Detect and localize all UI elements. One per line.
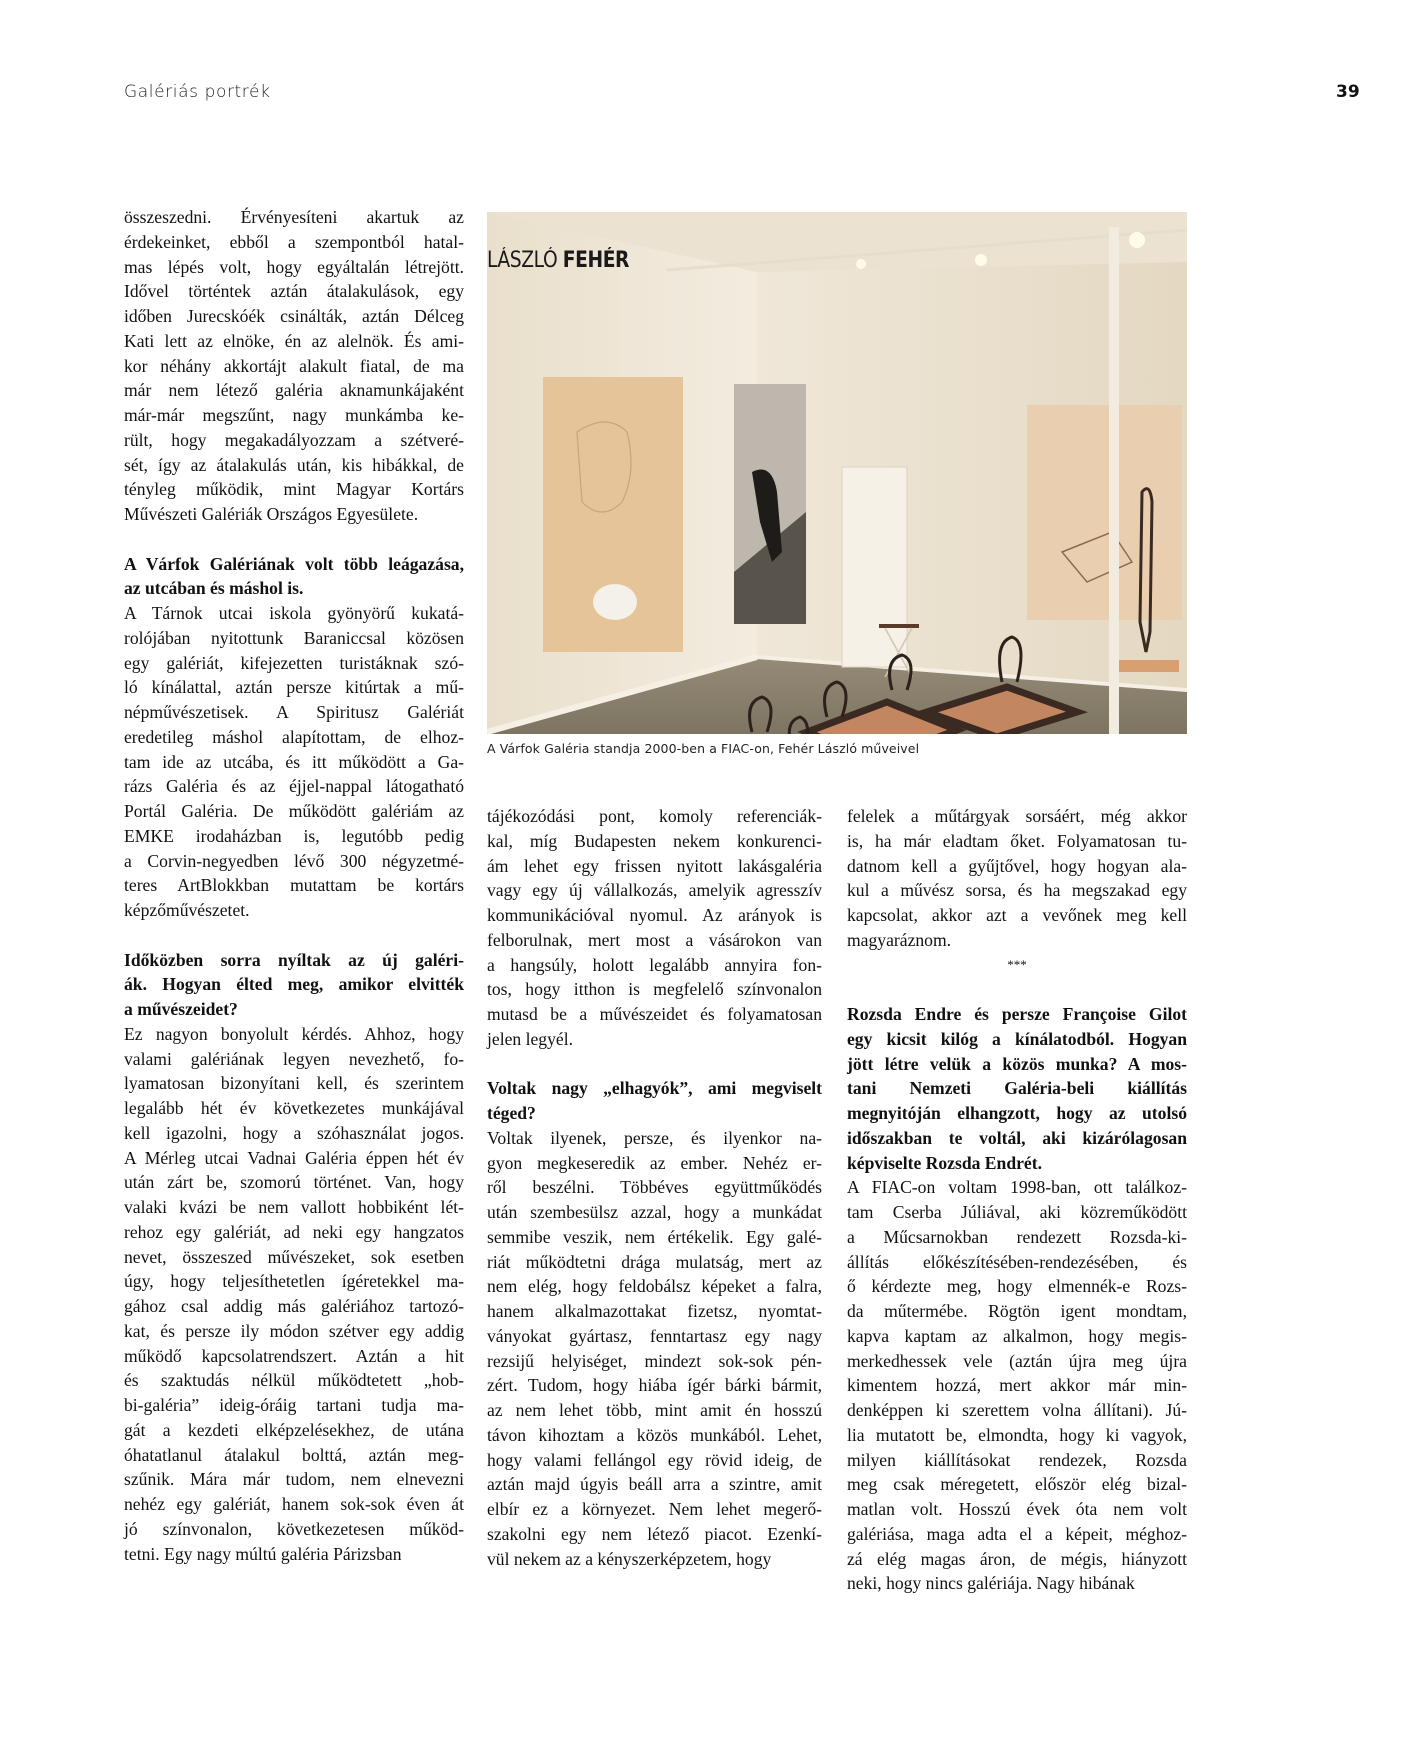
page-number: 39 bbox=[1336, 82, 1360, 102]
paragraph-gap bbox=[487, 1052, 822, 1077]
text-line: semmibe veszik, nem értékelik. Egy galé- bbox=[487, 1226, 822, 1247]
text-line: Ez nagyon bonyolult kérdés. Ahhoz, hogy bbox=[124, 1023, 464, 1044]
text-line: A FIAC-on voltam 1998-ban, ott találkoz- bbox=[847, 1177, 1187, 1198]
interview-question bbox=[847, 1002, 1187, 1175]
text-line: képzőművészetet. bbox=[124, 900, 250, 920]
text-line: ló kínálattal, aztán persze kitúrtak a mű- bbox=[124, 677, 464, 698]
text-line: jött létre velük a közös munka? A mos- bbox=[847, 1053, 1187, 1074]
text-line: után zárt be, szomorú történet. Van, hogy bbox=[124, 1172, 464, 1193]
text-line: mas lépés volt, hogy egyáltalán létrejött. bbox=[124, 256, 464, 277]
text-line: és szaktudás nélkül működtetett „hob- bbox=[124, 1370, 464, 1391]
text-line: gához csal addig más galériához tartozó- bbox=[124, 1296, 464, 1316]
text-line: képviselte Rozsda Endrét. bbox=[847, 1152, 1042, 1173]
interview-question bbox=[487, 1076, 822, 1126]
text-line: jelen legyél. bbox=[487, 1028, 573, 1049]
text-line: állítás előkészítésében-rendezésében, és bbox=[847, 1251, 1187, 1272]
wall-sign bbox=[487, 248, 629, 273]
text-line: bi-galéria” ideig-óráig tartani tudja ma- bbox=[124, 1395, 464, 1415]
text-line: érdekeinket, ebből a szempontból hatal- bbox=[124, 231, 464, 252]
text-line: egy kicsit kilóg a kínálatodból. Hogyan bbox=[847, 1028, 1187, 1049]
interview-answer bbox=[487, 1126, 822, 1572]
text-line: valaki kvázi be nem vallott hobbiként lét- bbox=[124, 1197, 464, 1217]
text-line: kal, míg Budapesten nekem konkurenci- bbox=[487, 830, 822, 851]
text-line: meg csak méregetett, először elég bizal- bbox=[847, 1474, 1187, 1495]
text-line: összeszedni. Érvényesíteni akartuk az bbox=[124, 207, 464, 227]
text-line: ám lehet egy frissen nyitott lakásgaléria bbox=[487, 855, 822, 876]
text-line: elbír ez a környezet. Nem lehet megerő- bbox=[487, 1499, 822, 1519]
text-line: Időközben sorra nyíltak az új galéri- bbox=[124, 949, 464, 970]
text-line: legalább hét év következetes munkájával bbox=[124, 1098, 464, 1118]
artwork-canvas-3 bbox=[1027, 405, 1182, 620]
text-line: már nem létező galéria aknamunkájaként bbox=[124, 380, 464, 401]
text-line: jó színvonalon, következetesen működ- bbox=[124, 1518, 464, 1539]
text-line: ről beszélni. Többéves együttműködés bbox=[487, 1177, 822, 1198]
text-line: a Corvin-negyedben lévő 300 négyzetmé- bbox=[124, 850, 464, 871]
interview-question bbox=[124, 948, 464, 1022]
text-line: távon kihoztam a közös munkából. Lehet, bbox=[487, 1424, 822, 1445]
text-line: óhatatlanul átalakul bolttá, aztán meg- bbox=[124, 1444, 464, 1465]
interview-answer bbox=[847, 804, 1187, 953]
text-line: matlan volt. Hosszú évek óta nem volt bbox=[847, 1499, 1187, 1519]
wall-sign-last: FEHÉR bbox=[562, 248, 630, 273]
text-line: kat, és persze ily módon szétver egy addig bbox=[124, 1320, 464, 1341]
text-line: rezsijű helyiséget, mindezt sok-sok pén- bbox=[487, 1350, 822, 1371]
text-line: rült, hogy megakadályozzam a szétveré- bbox=[124, 429, 464, 450]
text-line: ványokat gyártasz, fenntartasz egy nagy bbox=[487, 1325, 822, 1346]
interview-question bbox=[124, 552, 464, 602]
text-line: A Várfok Galériának volt több leágazása, bbox=[124, 553, 464, 574]
photo-caption: A Várfok Galéria standja 2000-ben a FIAC-on, Fehér László műveivel bbox=[487, 741, 920, 756]
text-line: rolójában nyitottunk Baraniccsal közösen bbox=[124, 627, 464, 648]
text-line: téged? bbox=[487, 1103, 536, 1123]
paragraph-gap bbox=[847, 977, 1187, 1002]
gallery-photo-illustration bbox=[487, 212, 1187, 734]
text-line: zá elég magas áron, de mégis, hiányzott bbox=[847, 1548, 1187, 1569]
text-line: a hangsúly, holott legalább annyira fon- bbox=[487, 954, 822, 975]
text-line: felelek a műtárgyak sorsáért, még akkor bbox=[847, 806, 1187, 826]
text-line: galériása, maga adta el a képeit, méghoz- bbox=[847, 1523, 1187, 1544]
text-line: da műtermébe. Rögtön igent mondtam, bbox=[847, 1301, 1187, 1321]
text-line: nehéz egy galériát, hanem sok-sok éven át bbox=[124, 1494, 464, 1514]
text-line: eredetileg máshol alapítottam, de elhoz- bbox=[124, 726, 464, 747]
text-line: tani Nemzeti Galéria-beli kiállítás bbox=[847, 1078, 1187, 1099]
text-line: nevet, összeszed művészeket, sok esetben bbox=[124, 1246, 464, 1267]
text-line: is, ha már eladtam őket. Folyamatosan tu- bbox=[847, 830, 1187, 851]
text-line: után szembesülsz azzal, hogy a munkádat bbox=[487, 1202, 822, 1222]
text-line: A Tárnok utcai iskola gyönyörű kukatá- bbox=[124, 603, 464, 623]
interview-answer bbox=[124, 1022, 464, 1567]
gallery-photo bbox=[487, 212, 1187, 734]
text-line: A Mérleg utcai Vadnai Galéria éppen hét év bbox=[124, 1147, 464, 1168]
text-line: EMKE irodaházban is, legutóbb pedig bbox=[124, 825, 464, 846]
text-line: gát a kezdeti elképzelésekhez, de utána bbox=[124, 1419, 464, 1440]
section-divider: *** bbox=[1007, 956, 1027, 972]
wall-sign-first: LÁSZLÓ bbox=[487, 248, 558, 273]
interview-answer bbox=[847, 1175, 1187, 1596]
text-line: vagy egy új vállalkozás, amelyik agresszív bbox=[487, 880, 822, 901]
text-line: szakolni egy nem létező piacot. Ezenkí- bbox=[487, 1523, 822, 1544]
text-line: datnom kell a gyűjtővel, hogy hogyan ala- bbox=[847, 855, 1187, 876]
text-line: működő kapcsolatrendszert. Aztán a hit bbox=[124, 1345, 464, 1366]
text-line: egy galériát, kifejezetten turistáknak szó- bbox=[124, 652, 464, 673]
interview-answer bbox=[124, 205, 464, 527]
paragraph-gap bbox=[124, 527, 464, 552]
text-line: gyon megkeseredik az ember. Nehéz er- bbox=[487, 1152, 822, 1173]
text-line: időszakban te voltál, aki kizárólagosan bbox=[847, 1127, 1187, 1148]
text-line: merkedhessek vele (aztán újra meg újra bbox=[847, 1350, 1187, 1371]
text-line: szűnik. Mára már tudom, nem elnevezni bbox=[124, 1469, 464, 1490]
text-line: az nem lehet több, mint amit én hosszú bbox=[487, 1400, 822, 1420]
text-line: valami galériának legyen nevezhető, fo- bbox=[124, 1048, 464, 1069]
text-line: denképpen ki szerettem volna állítani). Jú- bbox=[847, 1400, 1187, 1420]
text-line: a művészeidet? bbox=[124, 999, 238, 1019]
text-line: zért. Tudom, hogy hiába ígér bárki bármit, bbox=[487, 1375, 822, 1396]
text-line: lyamatosan bizonyítani kell, és szerintem bbox=[124, 1073, 464, 1094]
text-line: már-már megszűnt, nagy munkámba ke- bbox=[124, 405, 464, 425]
text-line: ák. Hogyan élted meg, amikor elvitték bbox=[124, 974, 464, 995]
text-line: Portál Galéria. De működött galériám az bbox=[124, 801, 464, 821]
article-column-1 bbox=[124, 205, 464, 1566]
text-line: teres ArtBlokkban mutattam be kortárs bbox=[124, 875, 464, 896]
text-line: Kati lett az elnöke, én az alelnök. És ami- bbox=[124, 330, 464, 351]
text-line: sét, így az átalakulás után, kis hibákkal, de bbox=[124, 454, 464, 475]
article-column-2 bbox=[487, 804, 822, 1571]
text-line: tényleg működik, mint Magyar Kortárs bbox=[124, 479, 464, 500]
text-line: kell igazolni, hogy a szóhasználat jogos. bbox=[124, 1122, 464, 1143]
text-line: tam ide az utcába, és itt működött a Ga- bbox=[124, 751, 464, 772]
text-line: neki, hogy nincs galériája. Nagy hibának bbox=[847, 1573, 1135, 1594]
article-column-3 bbox=[847, 804, 1187, 1596]
text-line: kommunikációval nyomul. Az arányok is bbox=[487, 905, 822, 925]
text-line: Rozsda Endre és persze Françoise Gilot bbox=[847, 1004, 1187, 1024]
text-line: felborulnak, mert most a vásárokon van bbox=[487, 929, 822, 950]
text-line: kimentem hozzá, mert akkor már min- bbox=[847, 1375, 1187, 1396]
text-line: kapva kaptam az alkalmon, hogy megis- bbox=[847, 1325, 1187, 1346]
text-line: időben Jurecskóék csinálták, aztán Délceg bbox=[124, 306, 464, 326]
text-line: ő kérdezte meg, hogy elmennék-e Rozs- bbox=[847, 1276, 1187, 1297]
interview-answer bbox=[124, 601, 464, 923]
text-line: Idővel történtek aztán átalakulások, egy bbox=[124, 281, 464, 302]
text-line: a Műcsarnokban rendezett Rozsda-ki- bbox=[847, 1226, 1187, 1247]
text-line: vül nekem az a kényszerképzetem, hogy bbox=[487, 1548, 772, 1569]
text-line: aztán majd úgyis beáll arra a szintre, amit bbox=[487, 1474, 822, 1495]
text-line: nem elég, hogy feldobálsz képeket a falra, bbox=[487, 1276, 822, 1297]
pole bbox=[1109, 227, 1119, 734]
text-line: tos, hogy itthon is megfelelő színvonalon bbox=[487, 979, 822, 1000]
interview-answer bbox=[487, 804, 822, 1052]
text-line: kul a művész sorsa, és ha megszakad egy bbox=[847, 880, 1187, 901]
text-line: hogy valami fellángol egy rövid ideig, de bbox=[487, 1449, 822, 1470]
text-line: hanem alkalmazottakat fizetsz, nyomtat- bbox=[487, 1301, 822, 1321]
running-head: Galériás portrék bbox=[124, 82, 271, 102]
text-line: rehoz egy galériát, ad neki egy hangzatos bbox=[124, 1221, 464, 1242]
text-line: tájékozódási pont, komoly referenciák- bbox=[487, 806, 822, 826]
text-line: Művészeti Galériák Országos Egyesülete. bbox=[124, 504, 419, 524]
text-line: rázs Galéria és az éjjel-nappal látogatható bbox=[124, 776, 464, 797]
text-line: lia mutatott be, elmondta, hogy ki vagyok, bbox=[847, 1424, 1187, 1445]
text-line: kor néhány akkortájt alakult fiatal, de ma bbox=[124, 355, 464, 376]
text-line: milyen kiállításokat rendezek, Rozsda bbox=[847, 1449, 1187, 1470]
text-line: megnyitóján elhangzott, hogy az utolsó bbox=[847, 1103, 1187, 1123]
door bbox=[842, 467, 907, 667]
paragraph-gap bbox=[124, 923, 464, 948]
text-line: Voltak ilyenek, persze, és ilyenkor na- bbox=[487, 1127, 822, 1148]
text-line: népművészetisek. A Spiritusz Galériát bbox=[124, 702, 464, 722]
text-line: úgy, hogy teljesíthetetlen ígéretekkel ma- bbox=[124, 1271, 464, 1292]
text-line: riát működtetni drága mulatság, mert az bbox=[487, 1251, 822, 1272]
text-line: Voltak nagy „elhagyók”, ami megviselt bbox=[487, 1078, 822, 1099]
text-line: mutasd be a művészeidet és folyamatosan bbox=[487, 1004, 822, 1024]
text-line: magyaráznom. bbox=[847, 929, 952, 950]
text-line: az utcában és máshol is. bbox=[124, 578, 304, 599]
text-line: kapcsolat, akkor azt a vevőnek meg kell bbox=[847, 905, 1187, 925]
text-line: tam Cserba Júliával, aki közreműködött bbox=[847, 1202, 1187, 1222]
text-line: tetni. Egy nagy múltú galéria Párizsban bbox=[124, 1543, 402, 1564]
